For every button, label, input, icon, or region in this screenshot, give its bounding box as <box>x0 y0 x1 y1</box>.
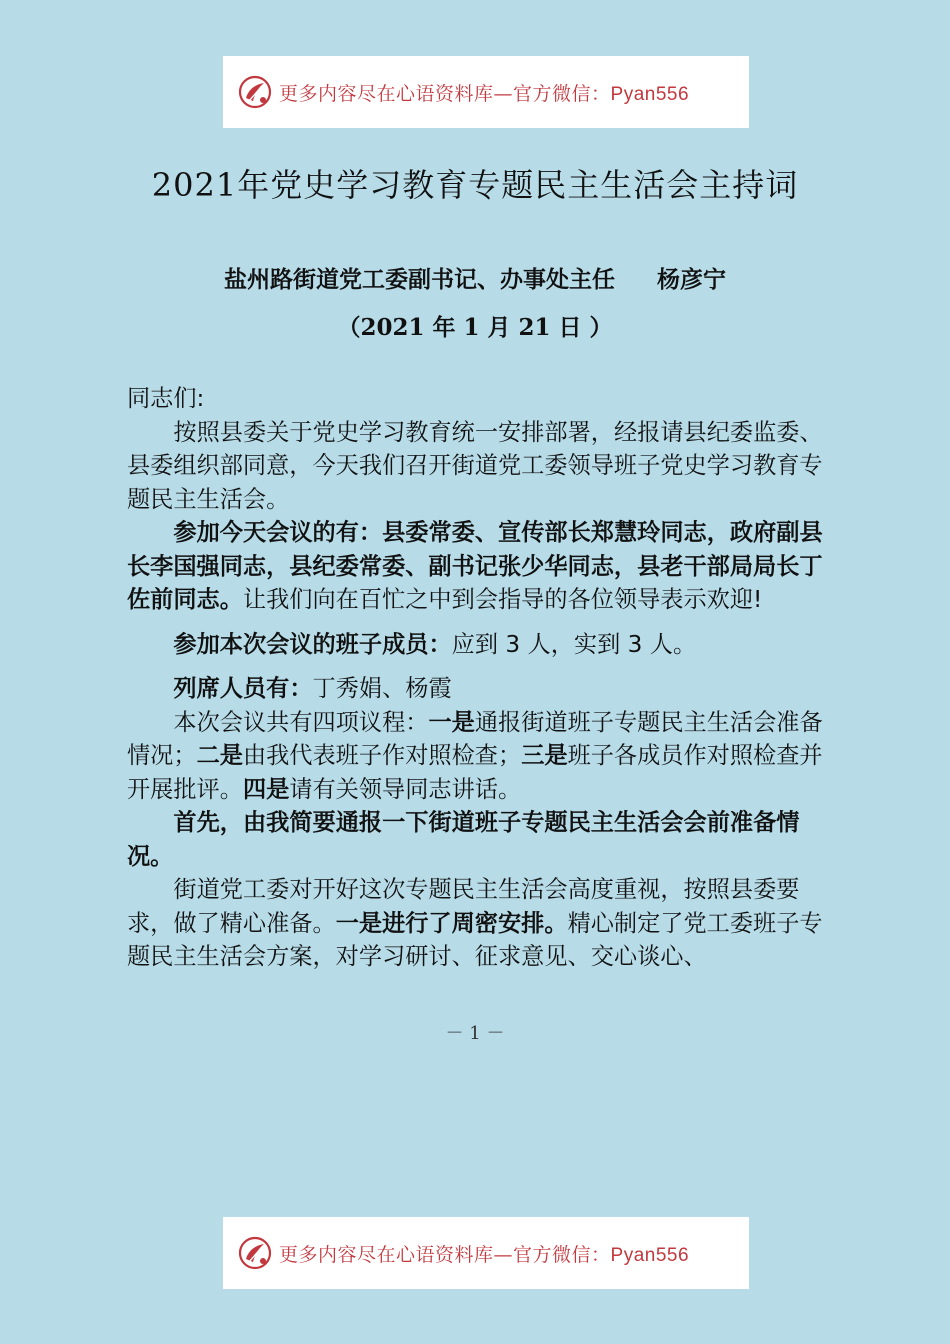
paragraph-observers: 列席人员有：丁秀娟、杨霞 <box>173 675 452 702</box>
banner-text: 更多内容尽在心语资料库—官方微信：Pyan556 <box>279 1243 690 1266</box>
speaker-line <box>0 261 950 294</box>
banner-bottom <box>223 1217 749 1289</box>
paragraph-preparation: 街道党工委对开好这次专题民主生活会高度重视，按照县委要求，做了精心准备。一是进行了周密安排。精心制定了党工委班子专题民主生活会方案，对学习研讨、征求意见、交心谈心、 <box>127 876 823 970</box>
document-date: （2021 年 1 月 21 日 ） <box>337 314 613 341</box>
banner-top <box>223 56 749 128</box>
page-number: － 1 － <box>445 1023 505 1044</box>
banner-text: 更多内容尽在心语资料库—官方微信：Pyan556 <box>279 82 690 105</box>
greeting: 同志们: <box>127 385 205 412</box>
logo-icon <box>237 1235 273 1271</box>
speaker-name: 杨彦宁 <box>657 267 726 293</box>
document-body <box>127 382 837 974</box>
paragraph-attendees: 参加今天会议的有：县委常委、宣传部长郑慧玲同志，政府副县长李国强同志，县纪委常委、副书记张少华同志，县老干部局局长丁佐前同志。让我们向在百忙之中到会指导的各位领导表示欢迎! <box>127 519 823 613</box>
logo-icon <box>237 74 273 110</box>
document-title: 2021年党史学习教育专题民主生活会主持词 <box>151 166 799 204</box>
speaker-position: 盐州路街道党工委副书记、办事处主任 <box>224 267 615 293</box>
paragraph-members: 参加本次会议的班子成员：应到 3 人，实到 3 人。 <box>173 630 697 658</box>
paragraph-agenda: 本次会议共有四项议程：一是通报街道班子专题民主生活会准备情况；二是由我代表班子作对照检查；三是班子各成员作对照检查并开展批评。四是请有关领导同志讲话。 <box>127 708 823 803</box>
paragraph-intro: 按照县委关于党史学习教育统一安排部署，经报请县纪委监委、县委组织部同意，今天我们召开街道党工委领导班子党史学习教育专题民主生活会。 <box>127 418 823 513</box>
paragraph-first-item: 首先，由我简要通报一下街道班子专题民主生活会会前准备情况。 <box>127 809 800 870</box>
